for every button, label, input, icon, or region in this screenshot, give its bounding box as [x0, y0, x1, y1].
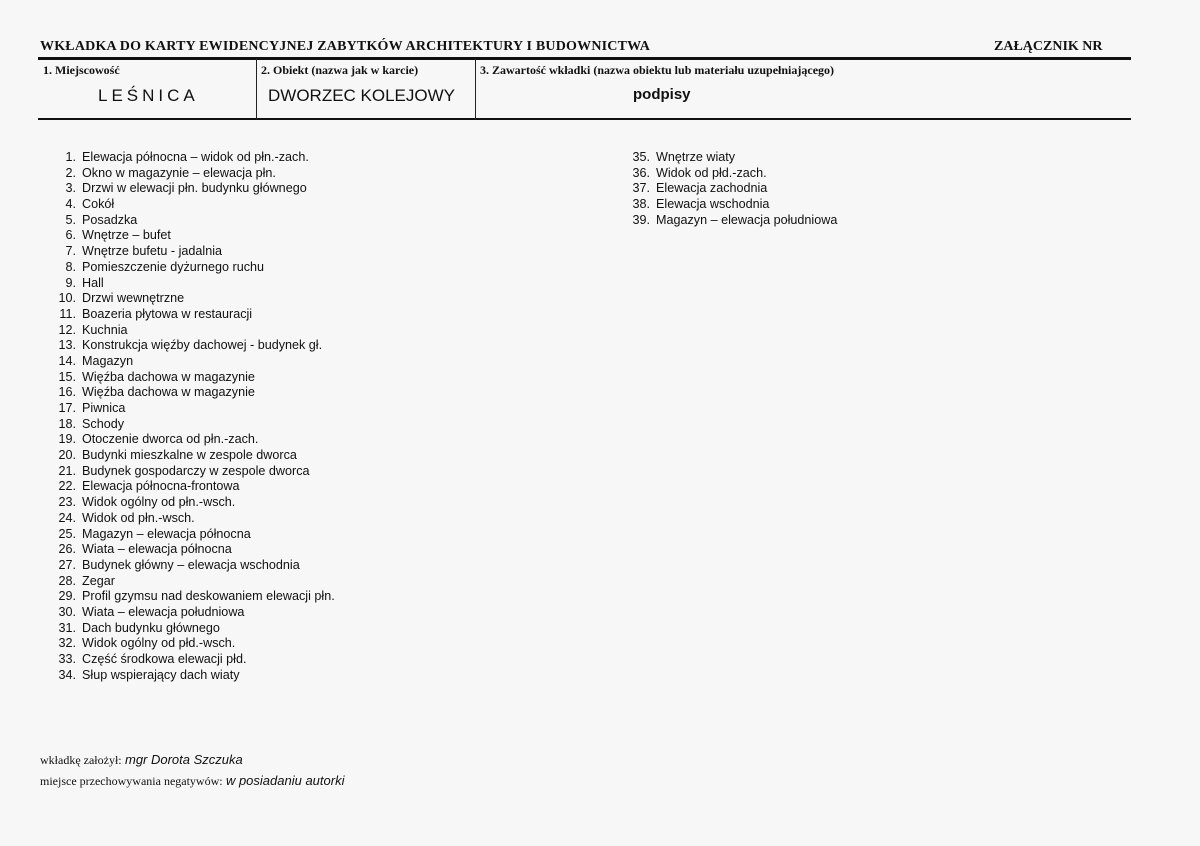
locality-value: LEŚNICA [98, 86, 199, 105]
creator-value: mgr Dorota Szczuka [124, 752, 243, 767]
item-number: 10. [58, 291, 76, 306]
creator-line [40, 752, 243, 768]
item-number: 21. [58, 463, 76, 478]
list-item [40, 401, 335, 417]
item-caption: Piwnica [82, 401, 126, 415]
list-item [40, 417, 335, 433]
list-item [40, 621, 335, 637]
item-caption: Okno w magazynie – elewacja płn. [82, 165, 276, 180]
item-number: 27. [58, 557, 76, 572]
annex-label: ZAŁĄCZNIK NR [994, 39, 1103, 54]
list-item [40, 542, 335, 558]
item-caption: Boazeria płytowa w restauracji [82, 306, 253, 321]
item-caption: Drzwi wewnętrzne [82, 291, 185, 306]
list-item [40, 181, 335, 197]
list-item [40, 527, 335, 543]
item-caption: Więźba dachowa w magazynie [82, 369, 255, 384]
item-caption: Widok ogólny od płn.-wsch. [82, 495, 236, 510]
caption-list-left [40, 150, 335, 683]
item-caption: Posadzka [82, 212, 138, 227]
creator-label: wkładkę założył: [40, 753, 122, 767]
storage-line [40, 773, 344, 789]
item-number: 12. [58, 322, 76, 337]
item-number: 26. [58, 542, 76, 557]
list-item [40, 558, 335, 574]
item-number: 25. [58, 526, 76, 541]
item-number: 22. [58, 479, 76, 494]
caption-list-right [614, 150, 837, 228]
list-item [40, 574, 335, 590]
contents-value: podpisy [633, 86, 691, 103]
item-caption: Widok od płn.-wsch. [82, 510, 195, 525]
item-number: 14. [58, 353, 76, 368]
item-caption: Cokół [82, 197, 115, 212]
item-number: 33. [58, 652, 76, 666]
list-item [40, 636, 335, 652]
item-number: 1. [65, 150, 76, 164]
item-caption: Elewacja zachodnia [656, 181, 768, 196]
item-caption: Schody [82, 416, 125, 431]
item-caption: Elewacja północna-frontowa [82, 479, 240, 494]
item-number: 28. [58, 573, 76, 588]
item-caption: Otoczenie dworca od płn.-zach. [82, 432, 259, 447]
list-item [40, 589, 335, 605]
item-number: 34. [58, 667, 76, 682]
item-caption: Magazyn [82, 353, 134, 368]
item-number: 19. [58, 432, 76, 447]
item-number: 16. [58, 385, 76, 400]
item-number: 8. [65, 259, 76, 274]
item-number: 20. [58, 448, 76, 463]
item-number: 32. [58, 636, 76, 651]
list-item [614, 197, 837, 213]
item-caption: Profil gzymsu nad deskowaniem elewacji płn. [82, 589, 335, 604]
item-caption: Więźba dachowa w magazynie [82, 385, 255, 400]
item-caption: Słup wspierający dach wiaty [82, 667, 240, 682]
list-item [40, 354, 335, 370]
item-number: 13. [58, 338, 76, 353]
item-number: 30. [58, 604, 76, 619]
item-caption: Wnętrze – bufet [82, 228, 171, 243]
item-caption: Wnętrze wiaty [656, 150, 736, 164]
list-item [40, 260, 335, 276]
object-value: DWORZEC KOLEJOWY [268, 86, 456, 105]
list-item [40, 668, 335, 684]
list-item [40, 276, 335, 292]
item-number: 24. [58, 510, 76, 525]
item-caption: Budynek gospodarczy w zespole dworca [82, 463, 310, 478]
item-caption: Budynki mieszkalne w zespole dworca [82, 448, 297, 463]
item-caption: Pomieszczenie dyżurnego ruchu [82, 259, 265, 274]
item-number: 6. [65, 228, 76, 243]
item-number: 3. [65, 181, 76, 196]
item-caption: Wnętrze bufetu - jadalnia [82, 244, 223, 259]
item-caption: Kuchnia [82, 322, 128, 337]
item-caption: Elewacja wschodnia [656, 197, 770, 212]
list-item [40, 432, 335, 448]
item-number: 4. [65, 197, 76, 212]
item-number: 5. [65, 212, 76, 227]
list-item [40, 479, 335, 495]
list-item [40, 448, 335, 464]
list-item [40, 291, 335, 307]
item-number: 7. [65, 244, 76, 259]
item-number: 17. [58, 401, 76, 415]
item-caption: Część środkowa elewacji płd. [82, 652, 247, 666]
list-item [40, 228, 335, 244]
item-number: 23. [58, 495, 76, 510]
field-divider [475, 58, 476, 120]
item-number: 29. [58, 589, 76, 604]
object-label: 2. Obiekt (nazwa jak w karcie) [261, 63, 419, 77]
item-number: 2. [65, 165, 76, 180]
list-item [40, 370, 335, 386]
list-item [614, 166, 837, 182]
list-item [40, 495, 335, 511]
list-item [40, 244, 335, 260]
list-item [614, 181, 837, 197]
field-divider [256, 58, 257, 120]
item-number: 11. [59, 306, 76, 321]
item-number: 15. [58, 369, 76, 384]
list-item [40, 307, 335, 323]
item-caption: Widok od płd.-zach. [656, 165, 767, 180]
item-number: 36. [632, 165, 650, 180]
header-top-rule [38, 57, 1131, 60]
item-caption: Budynek główny – elewacja wschodnia [82, 557, 300, 572]
locality-label: 1. Miejscowość [43, 63, 120, 77]
item-caption: Zegar [82, 573, 115, 588]
list-item [40, 605, 335, 621]
contents-label: 3. Zawartość wkładki (nazwa obiektu lub materiału uzupełniającego) [480, 63, 835, 77]
item-caption: Hall [82, 275, 104, 290]
list-item [40, 511, 335, 527]
item-caption: Magazyn – elewacja północna [82, 526, 251, 541]
list-item [614, 150, 837, 166]
item-number: 35. [632, 150, 650, 164]
item-caption: Konstrukcja więźby dachowej - budynek gł. [82, 338, 323, 353]
form-title: WKŁADKA DO KARTY EWIDENCYJNEJ ZABYTKÓW ARCHITEKTURY I BUDOWNICTWA [40, 39, 651, 54]
list-item [40, 197, 335, 213]
storage-label: miejsce przechowywania negatywów: [40, 774, 223, 788]
list-item [40, 213, 335, 229]
list-item [40, 166, 335, 182]
item-number: 38. [632, 197, 650, 212]
list-item [40, 150, 335, 166]
item-caption: Drzwi w elewacji płn. budynku głównego [82, 181, 307, 196]
item-number: 31. [58, 620, 76, 635]
item-caption: Widok ogólny od płd.-wsch. [82, 636, 236, 651]
item-number: 37. [632, 181, 650, 196]
item-caption: Magazyn – elewacja południowa [656, 212, 838, 227]
list-item [40, 385, 335, 401]
list-item [614, 213, 837, 229]
list-item [40, 652, 335, 668]
item-caption: Wiata – elewacja północna [82, 542, 232, 557]
item-caption: Wiata – elewacja południowa [82, 604, 245, 619]
item-number: 9. [65, 275, 76, 290]
storage-value: w posiadaniu autorki [225, 773, 345, 788]
item-caption: Elewacja północna – widok od płn.-zach. [82, 150, 309, 164]
item-number: 18. [58, 416, 76, 431]
list-item [40, 464, 335, 480]
item-number: 39. [632, 212, 650, 227]
item-caption: Dach budynku głównego [82, 620, 220, 635]
list-item [40, 323, 335, 339]
list-item [40, 338, 335, 354]
header-bottom-rule [38, 118, 1131, 120]
